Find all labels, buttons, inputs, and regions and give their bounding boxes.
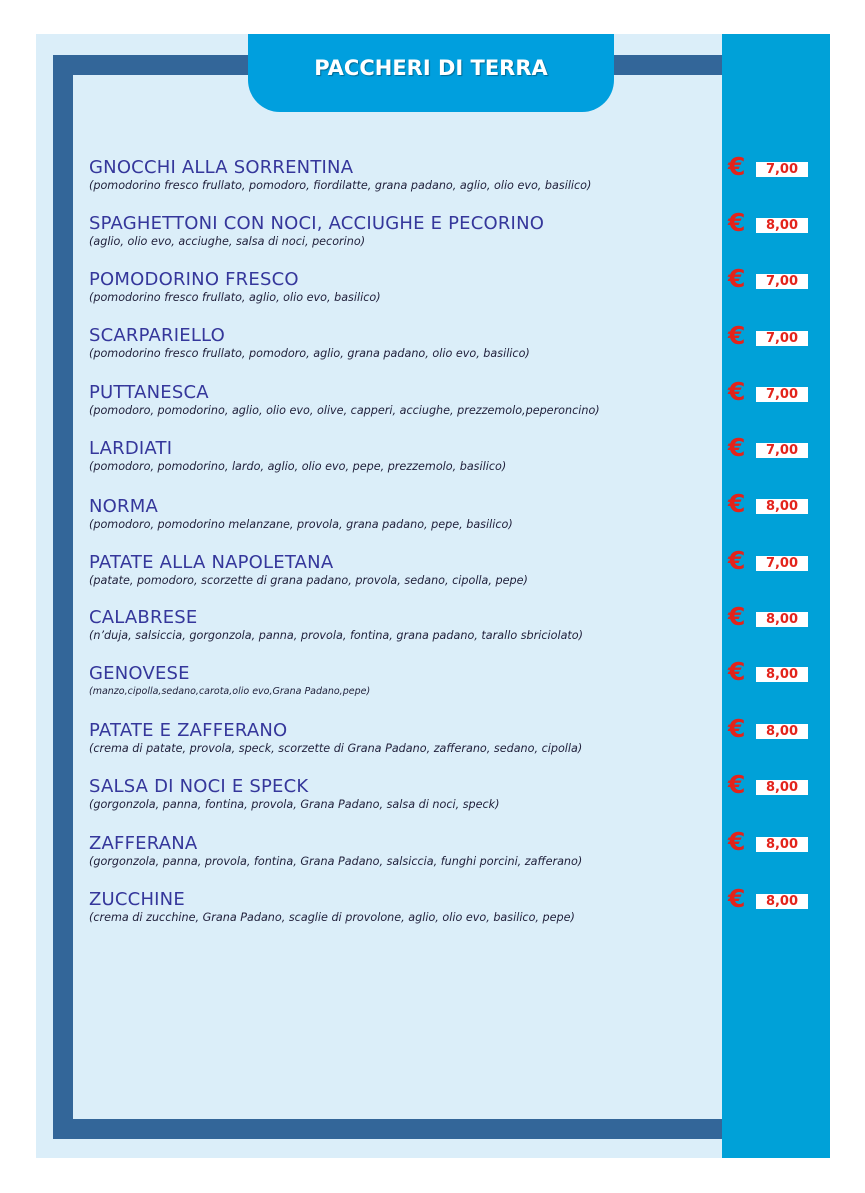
- item-description: (gorgonzola, panna, provola, fontina, Grana Padano, salsiccia, funghi porcini, zafferano): [89, 855, 583, 868]
- item-description: (gorgonzola, panna, fontina, provola, Grana Padano, salsa di noci, speck): [89, 798, 500, 811]
- menu-item: [89, 889, 709, 925]
- item-name: PATATE ALLA NAPOLETANA: [89, 552, 334, 573]
- item-description: (pomodoro, pomodorino melanzane, provola, grana padano, pepe, basilico): [89, 518, 513, 531]
- menu-item: [89, 720, 709, 756]
- euro-icon: €: [728, 714, 746, 743]
- menu-item: [89, 607, 709, 643]
- item-name: SALSA DI NOCI E SPECK: [89, 776, 309, 797]
- item-price: 8,00: [756, 499, 808, 514]
- price-tag: [728, 489, 810, 518]
- menu-item: [89, 552, 709, 588]
- menu-item: [89, 438, 709, 474]
- item-description: (pomodorino fresco frullato, pomodoro, aglio, grana padano, olio evo, basilico): [89, 347, 530, 360]
- price-tag: [728, 884, 810, 913]
- item-name: LARDIATI: [89, 438, 173, 459]
- price-tag: [728, 208, 810, 237]
- item-price: 8,00: [756, 780, 808, 795]
- item-name: SPAGHETTONI CON NOCI, ACCIUGHE E PECORINO: [89, 213, 545, 234]
- euro-icon: €: [728, 208, 746, 237]
- item-name: GNOCCHI ALLA SORRENTINA: [89, 157, 354, 178]
- title-tab: [248, 34, 614, 112]
- menu-item: [89, 663, 709, 699]
- item-price: 7,00: [756, 387, 808, 402]
- item-price: 8,00: [756, 837, 808, 852]
- menu-item: [89, 325, 709, 361]
- item-description: (patate, pomodoro, scorzette di grana padano, provola, sedano, cipolla, pepe): [89, 574, 528, 587]
- item-price: 7,00: [756, 274, 808, 289]
- price-tag: [728, 546, 810, 575]
- menu-item: [89, 496, 709, 532]
- item-name: POMODORINO FRESCO: [89, 269, 299, 290]
- item-price: 7,00: [756, 331, 808, 346]
- menu-item: [89, 776, 709, 812]
- euro-icon: €: [728, 770, 746, 799]
- euro-icon: €: [728, 884, 746, 913]
- item-description: (aglio, olio evo, acciughe, salsa di noci, pecorino): [89, 235, 366, 248]
- item-price: 8,00: [756, 667, 808, 682]
- menu-item: [89, 269, 709, 305]
- price-tag: [728, 152, 810, 181]
- menu-item: [89, 213, 709, 249]
- euro-icon: €: [728, 152, 746, 181]
- euro-icon: €: [728, 827, 746, 856]
- menu-item: [89, 382, 709, 418]
- item-price: 8,00: [756, 724, 808, 739]
- item-description: (pomodoro, pomodorino, aglio, olio evo, olive, capperi, acciughe, prezzemolo,peperoncino): [89, 404, 600, 417]
- menu-item: [89, 833, 709, 869]
- menu-item: [89, 157, 709, 193]
- euro-icon: €: [728, 264, 746, 293]
- item-name: PATATE E ZAFFERANO: [89, 720, 288, 741]
- item-name: ZUCCHINE: [89, 889, 185, 910]
- price-tag: [728, 377, 810, 406]
- item-name: SCARPARIELLO: [89, 325, 226, 346]
- item-name: PUTTANESCA: [89, 382, 209, 403]
- item-price: 7,00: [756, 556, 808, 571]
- price-tag: [728, 827, 810, 856]
- item-name: ZAFFERANA: [89, 833, 198, 854]
- euro-icon: €: [728, 546, 746, 575]
- item-price: 7,00: [756, 443, 808, 458]
- item-description: (n’duja, salsiccia, gorgonzola, panna, provola, fontina, grana padano, tarallo sbriciolato): [89, 629, 584, 642]
- item-description: (pomodoro, pomodorino, lardo, aglio, olio evo, pepe, prezzemolo, basilico): [89, 460, 507, 473]
- euro-icon: €: [728, 321, 746, 350]
- euro-icon: €: [728, 377, 746, 406]
- price-tag: [728, 321, 810, 350]
- item-name: GENOVESE: [89, 663, 190, 684]
- price-tag: [728, 714, 810, 743]
- item-description: (pomodorino fresco frullato, aglio, olio evo, basilico): [89, 291, 381, 304]
- price-tag: [728, 770, 810, 799]
- item-price: 8,00: [756, 218, 808, 233]
- item-name: NORMA: [89, 496, 158, 517]
- euro-icon: €: [728, 489, 746, 518]
- item-description: (pomodorino fresco frullato, pomodoro, fiordilatte, grana padano, aglio, olio evo, basilico): [89, 179, 592, 192]
- accent-band: [722, 34, 830, 1158]
- item-description: (crema di zucchine, Grana Padano, scaglie di provolone, aglio, olio evo, basilico, pepe): [89, 911, 575, 924]
- price-tag: [728, 602, 810, 631]
- item-name: CALABRESE: [89, 607, 198, 628]
- menu-title: PACCHERI DI TERRA: [314, 56, 548, 80]
- item-price: 8,00: [756, 612, 808, 627]
- price-tag: [728, 264, 810, 293]
- euro-icon: €: [728, 602, 746, 631]
- price-tag: [728, 657, 810, 686]
- item-description: (manzo,cipolla,sedano,carota,olio evo,Grana Padano,pepe): [89, 686, 371, 697]
- price-tag: [728, 433, 810, 462]
- item-price: 8,00: [756, 894, 808, 909]
- euro-icon: €: [728, 433, 746, 462]
- item-price: 7,00: [756, 162, 808, 177]
- item-description: (crema di patate, provola, speck, scorzette di Grana Padano, zafferano, sedano, cipolla): [89, 742, 583, 755]
- euro-icon: €: [728, 657, 746, 686]
